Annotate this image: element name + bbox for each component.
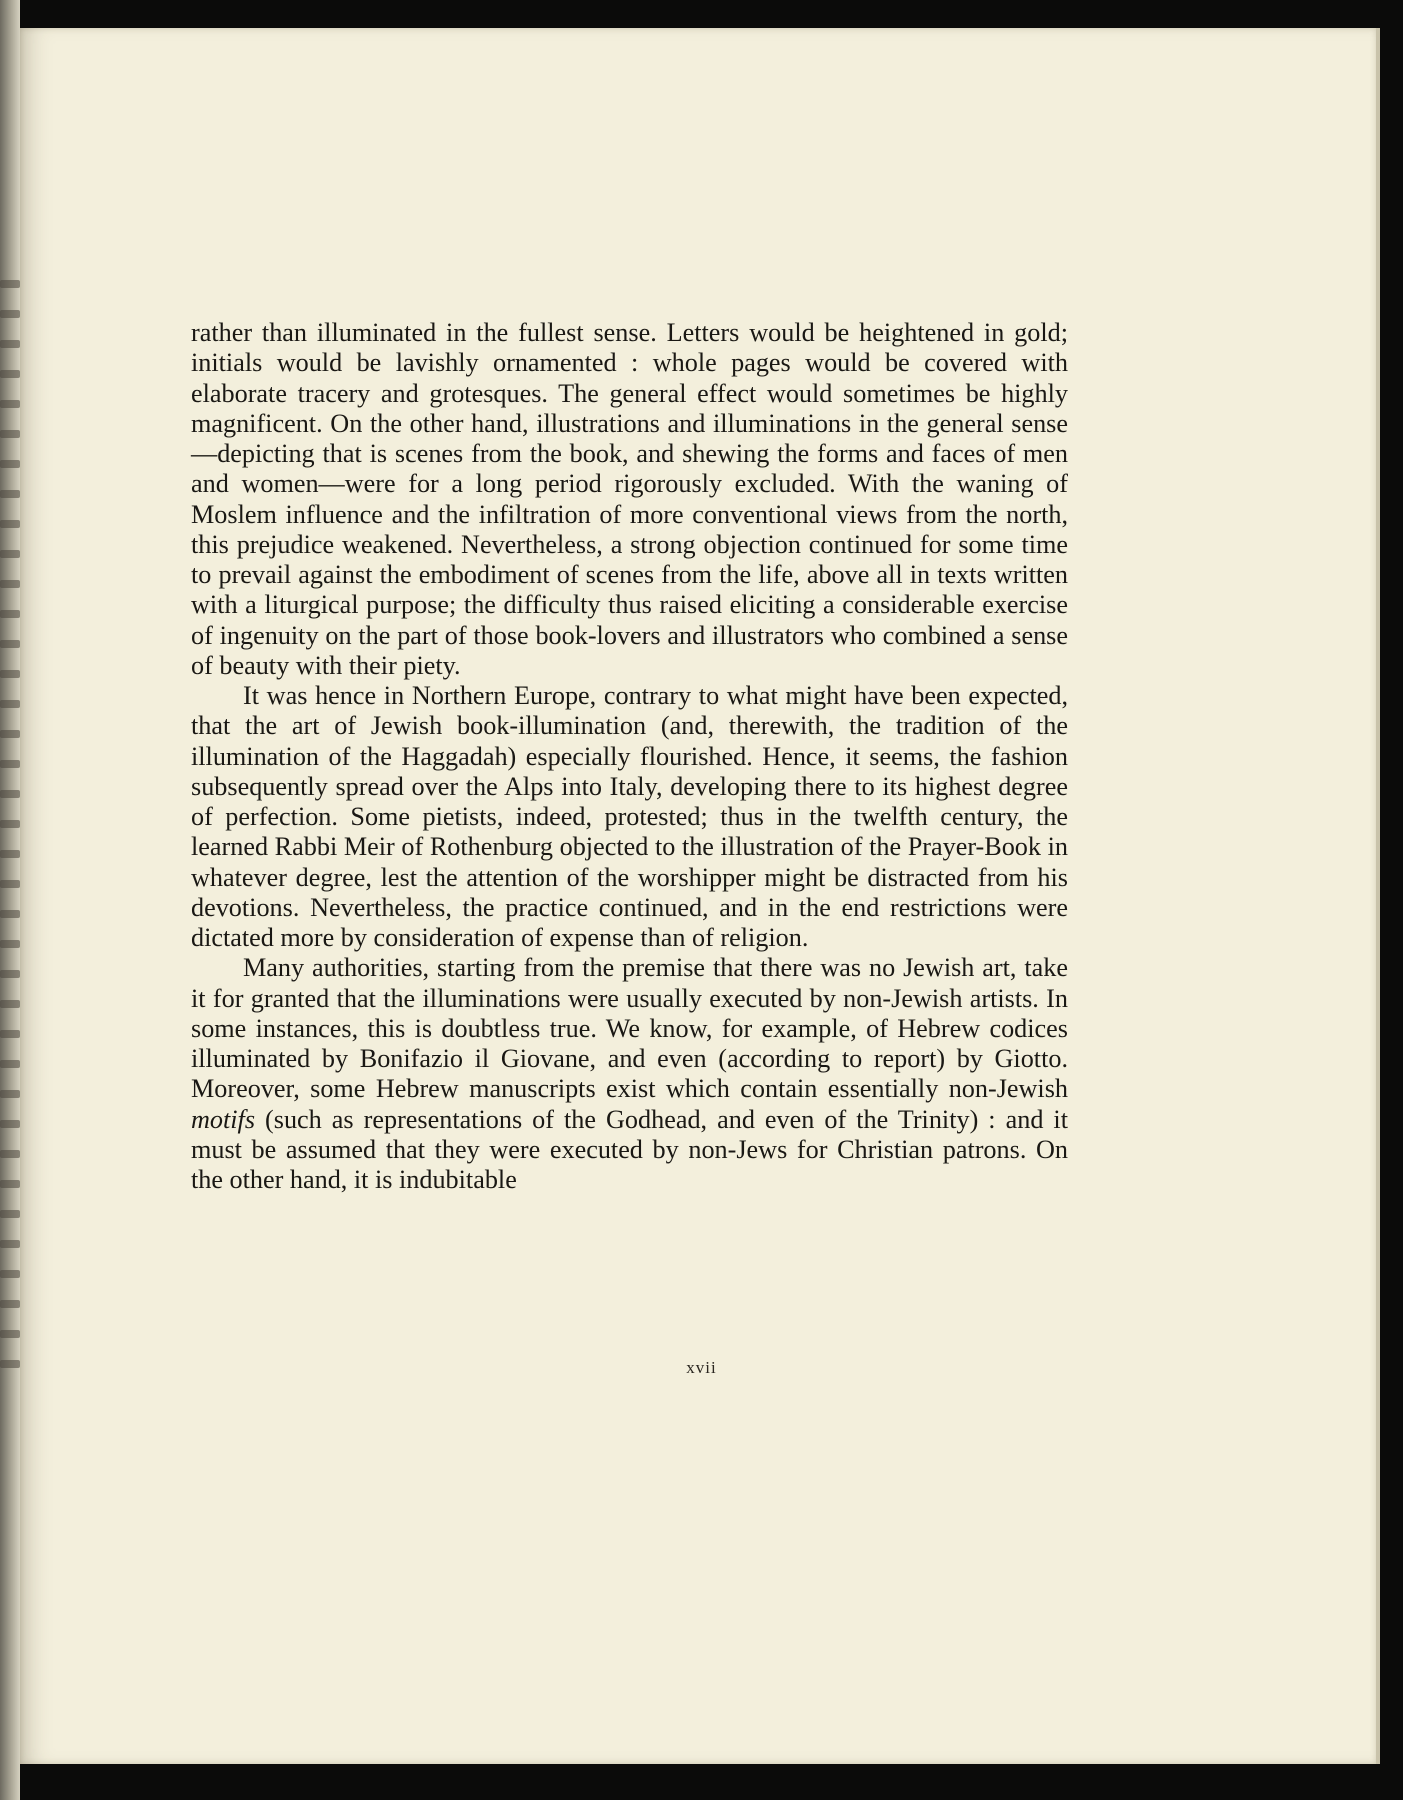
text-fragment	[0, 490, 20, 498]
text-fragment	[0, 580, 20, 588]
text-fragment	[0, 850, 20, 858]
text-fragment	[0, 640, 20, 648]
page-right-edge	[1376, 28, 1380, 1764]
paragraph-2: It was hence in Northern Europe, contrary to what might have been expected, that the art of Jewish book-illumination (and, therewith, the tradition of the illumination of the Haggadah) especially flourished. Hence, it seems, the fashion subsequently spread over the Alps into Italy, developing there to its highest degree of perfection. Some pietists, indeed, protested; thus in the twelfth century, the learned Rabbi Meir of Rothenburg objected to the illustration of the Prayer-Book in whatever degree, lest the attention of the worshipper might be distracted from his devotions. Nevertheless, the practice continued, and in the end restrictions were dictated more by consideration of expense than of religion.	[191, 681, 1068, 952]
text-fragment	[0, 790, 20, 798]
paragraph-3-part-1: Many authorities, starting from the premise that there was no Jewish art, take it for granted that the illuminations were usually executed by non-Jewish artists. In some instances, this is doubtless true. We know, for example, of Hebrew codices illuminated by Bonifazio il Giovane, and even (according to report) by Giotto. Moreover, some Hebrew manuscripts exist which contain essentially non-Jewish	[191, 953, 1068, 1104]
text-fragment	[0, 460, 20, 468]
text-fragment	[0, 670, 20, 678]
text-fragment	[0, 1270, 20, 1278]
previous-page-text-fragments	[0, 280, 20, 1400]
text-fragment	[0, 1180, 20, 1188]
previous-page-edge	[0, 0, 20, 1800]
text-fragment	[0, 1210, 20, 1218]
text-fragment	[0, 700, 20, 708]
text-fragment	[0, 400, 20, 408]
text-fragment	[0, 1030, 20, 1038]
text-fragment	[0, 1330, 20, 1338]
text-fragment	[0, 730, 20, 738]
text-fragment	[0, 370, 20, 378]
text-fragment	[0, 610, 20, 618]
text-fragment	[0, 940, 20, 948]
text-fragment	[0, 430, 20, 438]
text-fragment	[0, 1300, 20, 1308]
italic-term: motifs	[191, 1104, 256, 1134]
text-fragment	[0, 1060, 20, 1068]
paragraph-3	[191, 953, 1068, 1195]
paragraph-3-part-2: (such as representations of the Godhead, and even of the Trinity) : and it must be assumed that they were executed by non-Jews for Christian patrons. On the other hand, it is indubitable	[191, 1104, 1068, 1194]
text-fragment	[0, 760, 20, 768]
text-fragment	[0, 550, 20, 558]
text-fragment	[0, 280, 20, 288]
text-fragment	[0, 1090, 20, 1098]
text-fragment	[0, 910, 20, 918]
text-fragment	[0, 1240, 20, 1248]
text-fragment	[0, 820, 20, 828]
paragraph-1: rather than illuminated in the fullest sense. Letters would be heightened in gold; initials would be lavishly ornamented : whole pages would be covered with elaborate tracery and grotesques. The general effect would sometimes be highly magnificent. On the other hand, illustrations and illuminations in the general sense—depicting that is scenes from the book, and shewing the forms and faces of men and women—were for a long period rigorously excluded. With the waning of Moslem influence and the infiltration of more conventional views from the north, this prejudice weakened. Nevertheless, a strong objection continued for some time to prevail against the embodiment of scenes from the life, above all in texts written with a liturgical purpose; the difficulty thus raised eliciting a considerable exercise of ingenuity on the part of those book-lovers and illustrators who combined a sense of beauty with their piety.	[191, 318, 1068, 680]
text-fragment	[0, 880, 20, 888]
text-fragment	[0, 1150, 20, 1158]
text-fragment	[0, 340, 20, 348]
text-fragment	[0, 520, 20, 528]
text-fragment	[0, 1120, 20, 1128]
body-text	[191, 318, 1068, 1195]
text-fragment	[0, 1000, 20, 1008]
text-fragment	[0, 970, 20, 978]
page-number: xvii	[686, 1358, 717, 1377]
text-fragment	[0, 310, 20, 318]
